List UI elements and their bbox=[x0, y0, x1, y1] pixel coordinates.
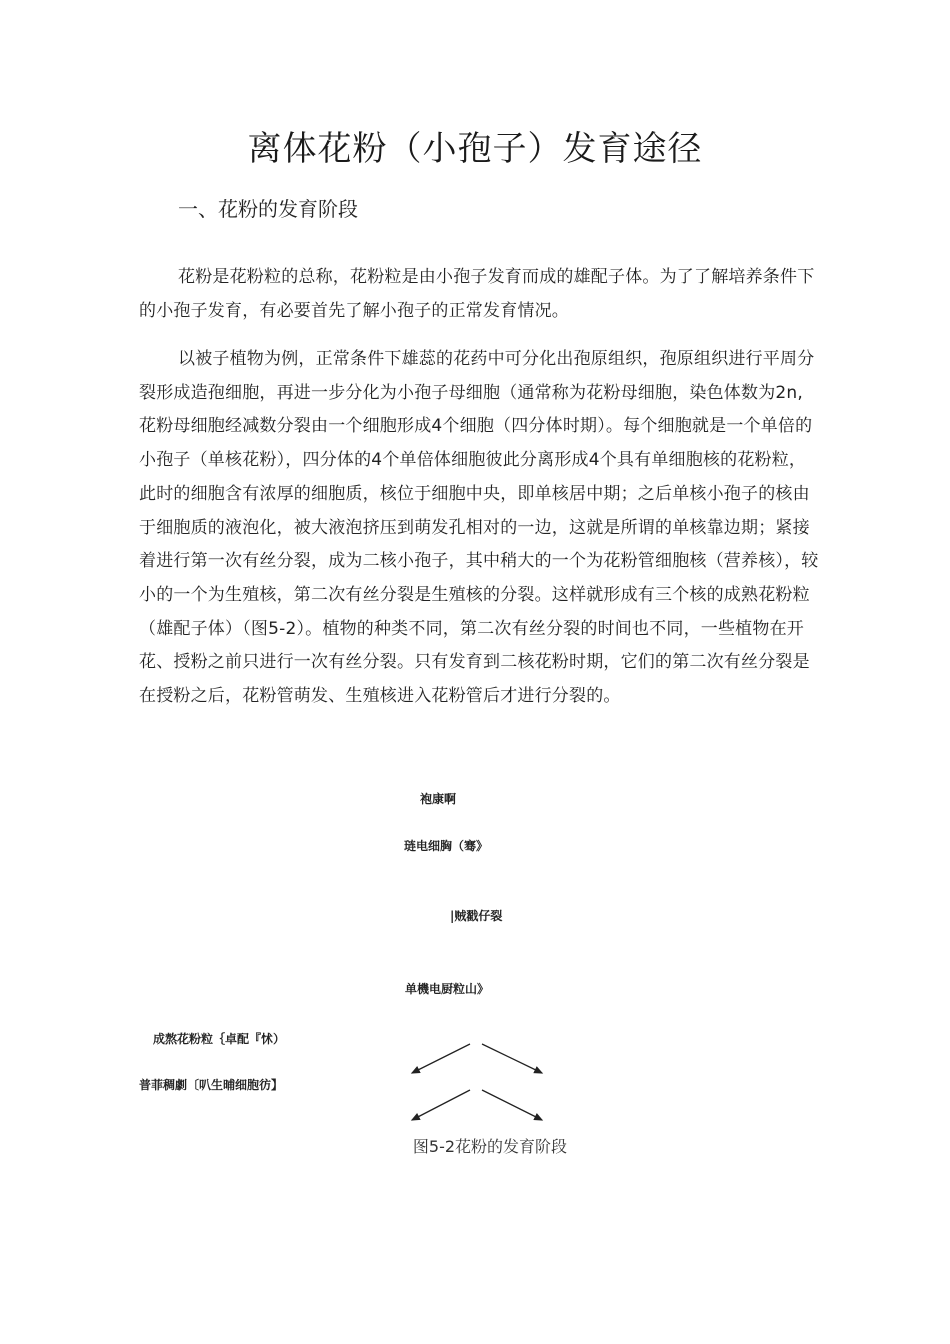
arrow-top-right bbox=[482, 1044, 542, 1073]
figure-label-4: 单機电厨粒山》 bbox=[405, 982, 490, 996]
figure-label-3: |贼戳仔裂 bbox=[450, 909, 503, 923]
arrow-bottom-left bbox=[412, 1090, 470, 1120]
document-title: 离体花粉（小孢子）发育途径 bbox=[247, 128, 703, 169]
arrow-top-left bbox=[412, 1044, 470, 1073]
figure-label-1: 袍康啊 bbox=[420, 792, 457, 806]
paragraph-intro: 花粉是花粉粒的总称，花粉粒是由小孢子发育而成的雄配子体。为了了解培养条件下的小孢子发育，有必要首先了解小孢子的正常发育情况。 bbox=[139, 267, 815, 321]
figure-caption: 图5-2花粉的发育阶段 bbox=[412, 1137, 568, 1156]
figure-label-2: 琏电细胸（骞》 bbox=[404, 839, 489, 853]
figure-label-5: 成熬花粉粒｛卓配『怵） bbox=[153, 1032, 286, 1046]
paragraph-development: 以被子植物为例，正常条件下雄蕊的花药中可分化出孢原组织，孢原组织进行平周分裂形成造孢细胞，再进一步分化为小孢子母细胞（通常称为花粉母细胞，染色体数为2n,花粉母细胞经减数分裂由一个细胞形成4个细胞（四分体时期）。每个细胞就是一个单倍的小孢子（单核花粉），四分体的4个单倍体细胞彼此分离形成4个具有单细胞核的花粉粒，此时的细胞含有浓厚的细胞质，核位于细胞中央，即单核居中期；之后单核小孢子的核由于细胞质的液泡化，被大液泡挤压到萌发孔相对的一边，这就是所谓的单核靠边期；紧接着进行第一次有丝分裂，成为二核小孢子，其中稍大的一个为花粉管细胞核（营养核），较小的一个为生殖核，第二次有丝分裂是生殖核的分裂。这样就形成有三个核的成熟花粉粒（雄配子体）（图5-2）。植物的种类不同，第二次有丝分裂的时间也不同，一些植物在开花、授粉之前只进行一次有丝分裂。只有发育到二核花粉时期，它们的第二次有丝分裂是在授粉之后，花粉管萌发、生殖核进入花粉管后才进行分裂的。 bbox=[139, 349, 819, 707]
arrow-bottom-right bbox=[482, 1090, 542, 1120]
figure-arrows bbox=[400, 1035, 560, 1130]
section-heading: 一、花粉的发育阶段 bbox=[178, 197, 358, 221]
figure-label-6: 普菲稠劇〔叭生晡细胞彷】 bbox=[139, 1078, 284, 1092]
